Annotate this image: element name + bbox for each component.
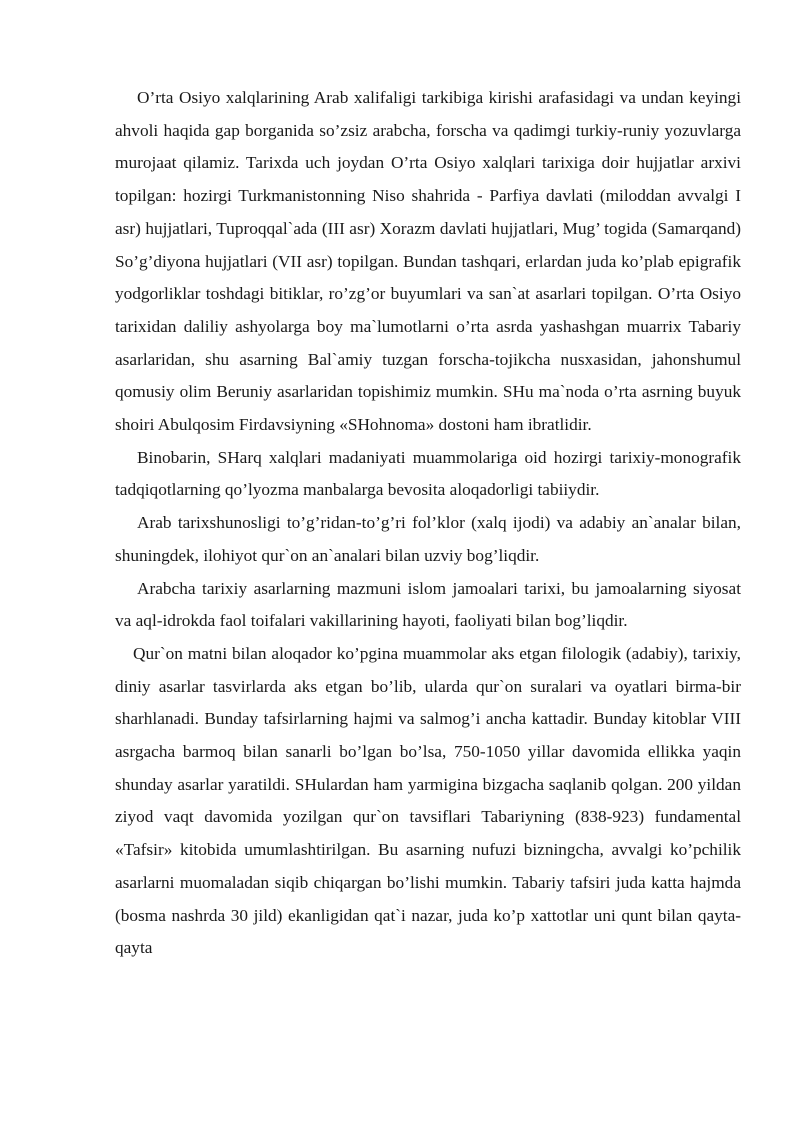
- document-page: [115, 82, 741, 965]
- paragraph-2: Binobarin, SHarq xalqlari madaniyati muammolariga oid hozirgi tarixiy-monografik tadqiqotlarning qo’lyozma manbalarga bevosita aloqadorligi tabiiydir.: [115, 447, 741, 500]
- paragraph-5: Qur`on matni bilan aloqador ko’pgina muammolar aks etgan filologik (adabiy), tarixiy, diniy asarlar tasvirlarda aks etgan bo’lib, ularda qur`on suralari va oyatlari birma-bir sharhlanadi. Bunday tafsirlarning hajmi va salmog’i ancha kattadir. Bunday kitoblar VIII asrgacha barmoq bilan sanarli bo’lgan bo’lsa, 750-1050 yillar davomida ellikka yaqin shunday asarlar yaratildi. SHulardan ham yarmigina bizgacha saqlanib qolgan. 200 yildan ziyod vaqt davomida yozilgan qur`on tavsiflari Tabariyning (838-923) fundamental «Tafsir» kitobida umumlashtirilgan. Bu asarning nufuzi bizningcha, avvalgi ko’pchilik asarlarni muomaladan siqib chiqargan bo’lishi mumkin. Tabariy tafsiri juda katta hajmda (bosma nashrda 30 jild) ekanligidan qat`i nazar, juda ko’p xattotlar uni qunt bilan qayta-qayta: [115, 643, 741, 958]
- paragraph-1: O’rta Osiyo xalqlarining Arab xalifaligi tarkibiga kirishi arafasidagi va undan keyingi ahvoli haqida gap borganida so’zsiz arabcha, forscha va qadimgi turkiy-runiy yozuvlarga murojaat qilamiz. Tarixda uch joydan O’rta Osiyo xalqlari tarixiga doir hujjatlar arxivi topilgan: hozirgi Turkmanistonning Niso shahrida - Parfiya davlati (miloddan avvalgi I asr) hujjatlari, Tuproqqal`ada (III asr) Xorazm davlati hujjatlari, Mug’ togida (Samarqand) So’g’diyona hujjatlari (VII asr) topilgan. Bundan tashqari, erlardan juda ko’plab epigrafik yodgorliklar toshdagi bitiklar, ro’zg’or buyumlari va san`at asarlari topilgan. O’rta Osiyo tarixidan daliliy ashyolarga boy ma`lumotlarni o’rta asrda yashashgan muarrix Tabariy asarlaridan, shu asarning Bal`amiy tuzgan forscha-tojikcha nusxasidan, jahonshumul qomusiy olim Beruniy asarlaridan topishimiz mumkin. SHu ma`noda o’rta asrning buyuk shoiri Abulqosim Firdavsiyning «SHohnoma» dostoni ham ibratlidir.: [115, 88, 741, 435]
- paragraph-3: Arab tarixshunosligi to’g’ridan-to’g’ri fol’klor (xalq ijodi) va adabiy an`analar bilan, shuningdek, ilohiyot qur`on an`analari bilan uzviy bog’liqdir.: [115, 513, 741, 565]
- paragraph-4: Arabcha tarixiy asarlarning mazmuni islom jamoalari tarixi, bu jamoalarning siyosat va aql-idrokda faol toifalari vakillarining hayoti, faoliyati bilan bog’liqdir.: [115, 578, 741, 631]
